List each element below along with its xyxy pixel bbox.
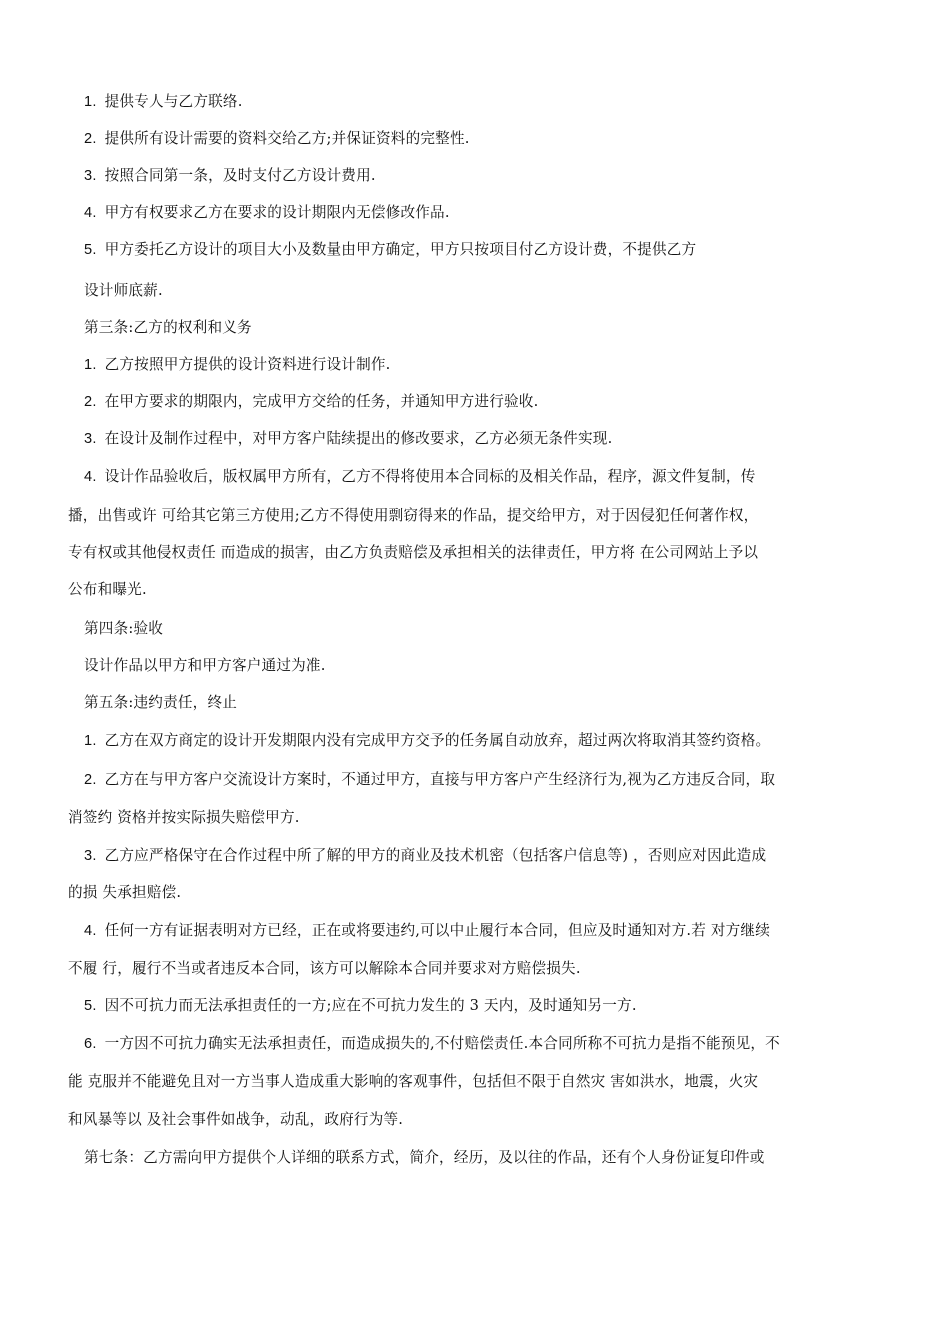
continuation-line <box>68 883 181 903</box>
clause-text: 不履 行，履行不当或者违反本合同，该方可以解除本合同并要求对方赔偿损失. <box>68 960 581 977</box>
clause-text: 的损 失承担赔偿. <box>68 884 182 901</box>
clause-text: 甲方有权要求乙方在要求的设计期限内无偿修改作品. <box>104 204 450 221</box>
clause-text: 设计作品以甲方和甲方客户通过为准. <box>84 657 326 674</box>
clause-text: 公布和曝光. <box>68 581 147 598</box>
list-number: 4. <box>84 469 97 485</box>
list-number: 2. <box>84 772 97 788</box>
clause-line <box>84 846 766 866</box>
clause-text: 专有权或其他侵权责任 而造成的损害，由乙方负责赔偿及承担相关的法律责任，甲方将 在公司网站上予以 <box>68 544 759 561</box>
clause-line <box>84 166 376 186</box>
clause-line <box>84 129 470 149</box>
list-number: 4. <box>84 205 97 221</box>
clause-text: 甲方委托乙方设计的项目大小及数量由甲方确定，甲方只按项目付乙方设计费，不提供乙方 <box>104 241 697 258</box>
clause-text: 乙方应严格保守在合作过程中所了解的甲方的商业及技术机密（包括客户信息等) ，否则应对因此造成 <box>104 847 767 864</box>
continuation-line <box>68 1110 403 1130</box>
clause-line <box>84 1034 780 1054</box>
clause-line <box>84 467 756 487</box>
section-heading <box>84 693 237 713</box>
clause-text: 设计作品验收后，版权属甲方所有，乙方不得将使用本合同标的及相关作品，程序，源文件复制，传 <box>104 468 756 485</box>
clause-line <box>84 770 775 790</box>
list-number: 5. <box>84 242 97 258</box>
clause-text: 设计师底薪. <box>84 282 163 299</box>
clause-text: 提供所有设计需要的资料交给乙方;并保证资料的完整性. <box>104 130 470 147</box>
clause-line <box>84 92 243 112</box>
clause-text: 和风暴等以 及社会事件如战争，动乱，政府行为等. <box>68 1111 404 1128</box>
clause-text: 按照合同第一条，及时支付乙方设计费用. <box>104 167 376 184</box>
list-number: 2. <box>84 394 97 410</box>
list-number: 3. <box>84 848 97 864</box>
continuation-line <box>84 281 163 301</box>
clause-text: 任何一方有证据表明对方已经，正在或将要违约,可以中止履行本合同，但应及时通知对方.若 对方继续 <box>104 922 771 939</box>
clause-text: 在甲方要求的期限内，完成甲方交给的任务，并通知甲方进行验收. <box>104 393 539 410</box>
clause-line <box>84 996 637 1016</box>
clause-text: 一方因不可抗力确实无法承担责任，而造成损失的,不付赔偿责任.本合同所称不可抗力是指不能预见，不 <box>104 1035 780 1052</box>
section-heading <box>84 318 252 338</box>
list-number: 1. <box>84 94 97 110</box>
clause-text: 乙方在与甲方客户交流设计方案时，不通过甲方，直接与甲方客户产生经济行为,视为乙方违反合同，取 <box>104 771 776 788</box>
heading-text: 第五条:违约责任，终止 <box>84 694 238 711</box>
continuation-line <box>68 959 581 979</box>
clause-line <box>84 921 770 941</box>
clause-line <box>84 203 450 223</box>
paragraph-line <box>84 656 326 676</box>
list-number: 1. <box>84 357 97 373</box>
clause-line <box>84 240 696 260</box>
continuation-line <box>68 543 758 563</box>
continuation-line <box>68 580 147 600</box>
clause-text: 播，出售或许 可给其它第三方使用;乙方不得使用剽窃得来的作品，提交给甲方，对于因侵犯任何著作权， <box>68 507 759 524</box>
clause-line <box>84 731 770 751</box>
list-number: 3. <box>84 431 97 447</box>
list-number: 2. <box>84 131 97 147</box>
section-heading <box>84 619 163 639</box>
clause-line <box>84 429 612 449</box>
clause-line <box>84 392 538 412</box>
continuation-line <box>68 506 758 526</box>
clause-text: 因不可抗力而无法承担责任的一方;应在不可抗力发生的 3 天内，及时通知另一方. <box>104 997 637 1014</box>
list-number: 1. <box>84 733 97 749</box>
clause-text: 能 克服并不能避免且对一方当事人造成重大影响的客观事件，包括但不限于自然灾 害如洪水，地震，火灾 <box>68 1073 759 1090</box>
list-number: 5. <box>84 998 97 1014</box>
heading-text: 第七条：乙方需向甲方提供个人详细的联系方式，简介，经历，及以往的作品，还有个人身份证复印件或 <box>84 1149 765 1166</box>
clause-text: 在设计及制作过程中，对甲方客户陆续提出的修改要求，乙方必须无条件实现. <box>104 430 613 447</box>
section-heading <box>84 1148 765 1168</box>
list-number: 3. <box>84 168 97 184</box>
heading-text: 第三条:乙方的权利和义务 <box>84 319 252 336</box>
clause-text: 乙方按照甲方提供的设计资料进行设计制作. <box>104 356 391 373</box>
clause-text: 提供专人与乙方联络. <box>104 93 243 110</box>
clause-text: 乙方在双方商定的设计开发期限内没有完成甲方交予的任务属自动放弃，超过两次将取消其签约资格。 <box>104 732 771 749</box>
clause-line <box>84 355 391 375</box>
list-number: 4. <box>84 923 97 939</box>
continuation-line <box>68 808 300 828</box>
continuation-line <box>68 1072 758 1092</box>
clause-text: 消签约 资格并按实际损失赔偿甲方. <box>68 809 300 826</box>
list-number: 6. <box>84 1036 97 1052</box>
heading-text: 第四条:验收 <box>84 620 164 637</box>
